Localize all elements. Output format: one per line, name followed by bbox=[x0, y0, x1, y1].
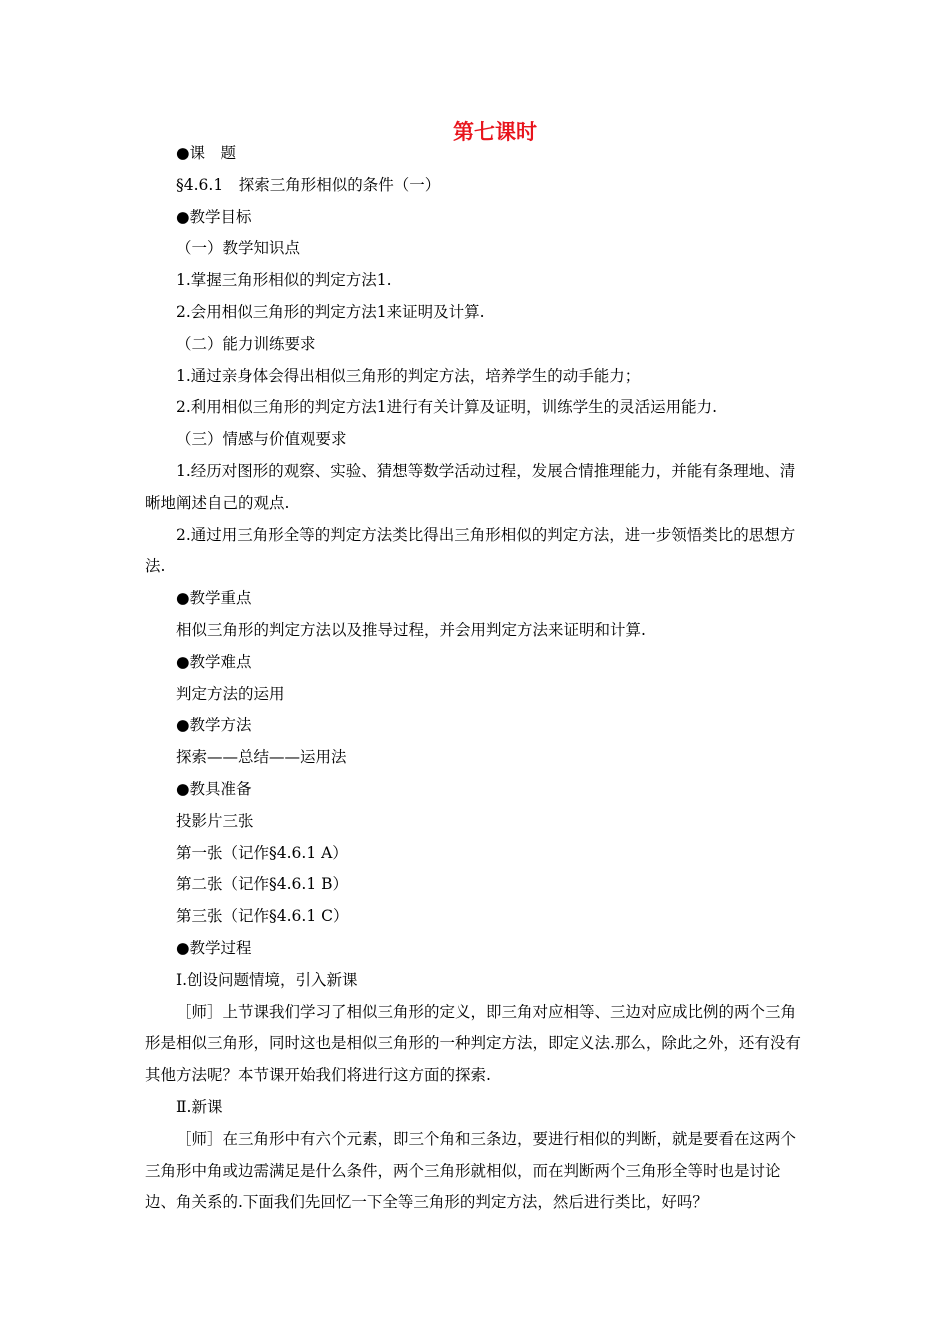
text-line: （三）情感与价值观要求 bbox=[176, 430, 347, 449]
text-line: ●教学过程 bbox=[176, 938, 252, 957]
text-line: （二）能力训练要求 bbox=[176, 334, 316, 353]
text-line: 判定方法的运用 bbox=[176, 684, 285, 703]
paragraph: 1.经历对图形的观察、实验、猜想等数学活动过程，发展合情推理能力，并能有条理地、清晰地阐述自己的观点. bbox=[145, 461, 796, 512]
text-line: ●教学目标 bbox=[176, 207, 252, 226]
text-line: 探索——总结——运用法 bbox=[176, 748, 347, 767]
text-line: §4.6.1 探索三角形相似的条件（一） bbox=[176, 175, 441, 194]
page-title: 第七课时 bbox=[453, 120, 537, 144]
text-line: ●教学方法 bbox=[176, 716, 252, 735]
document-body bbox=[0, 138, 950, 1219]
text-line: Ⅰ.创设问题情境，引入新课 bbox=[176, 970, 358, 989]
text-line: 投影片三张 bbox=[176, 811, 254, 830]
text-line: 2.会用相似三角形的判定方法1来证明及计算. bbox=[176, 302, 485, 321]
text-line: 1.掌握三角形相似的判定方法1. bbox=[176, 271, 392, 290]
text-line: 相似三角形的判定方法以及推导过程，并会用判定方法来证明和计算. bbox=[176, 620, 646, 639]
text-line: Ⅱ.新课 bbox=[176, 1097, 223, 1116]
text-line: 2.利用相似三角形的判定方法1进行有关计算及证明，训练学生的灵活运用能力. bbox=[176, 398, 718, 417]
text-line: 第二张（记作§4.6.1 B） bbox=[176, 875, 349, 894]
text-line: 第一张（记作§4.6.1 A） bbox=[176, 843, 348, 862]
text-line: 第三张（记作§4.6.1 C） bbox=[176, 907, 349, 926]
text-line: ●教学重点 bbox=[176, 589, 252, 608]
text-line: 1.通过亲身体会得出相似三角形的判定方法，培养学生的动手能力； bbox=[176, 366, 641, 385]
text-line: ●课 题 bbox=[176, 144, 237, 162]
paragraph: 2.通过用三角形全等的判定方法类比得出三角形相似的判定方法，进一步领悟类比的思想方法. bbox=[145, 525, 796, 576]
paragraph: ［师］上节课我们学习了相似三角形的定义，即三角对应相等、三边对应成比例的两个三角形是相似三角形，同时这也是相似三角形的一种判定方法，即定义法.那么，除此之外，还有没有其他方法呢？本节课开始我们将进行这方面的探索. bbox=[145, 1002, 801, 1085]
text-line: （一）教学知识点 bbox=[176, 239, 301, 258]
paragraph: ［师］在三角形中有六个元素，即三个角和三条边，要进行相似的判断，就是要看在这两个三角形中角或边需满足是什么条件，两个三角形就相似，而在判断两个三角形全等时也是讨论边、角关系的.下面我们先回忆一下全等三角形的判定方法，然后进行类比，好吗？ bbox=[145, 1129, 797, 1212]
text-line: ●教学难点 bbox=[176, 652, 252, 671]
text-line: ●教具准备 bbox=[176, 779, 252, 798]
